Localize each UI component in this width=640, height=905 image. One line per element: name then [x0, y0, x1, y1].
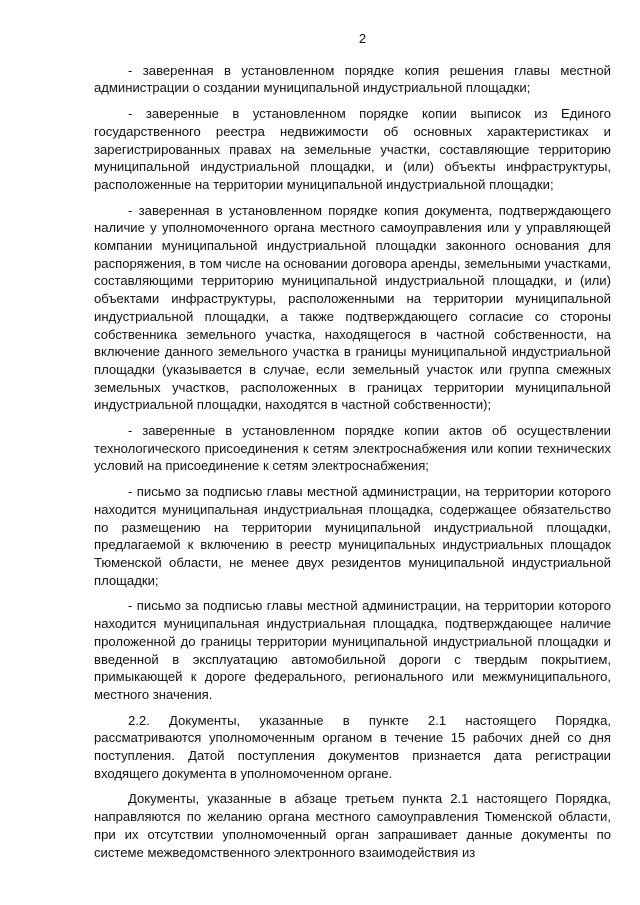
paragraph-documents-submission: Документы, указанные в абзаце третьем пункта 2.1 настоящего Порядка, направляются по желанию органа местного самоуправления Тюменской области, при их отсутствии уполномоченный орган запрашивает данные документы по системе межведомственного электронного взаимодействия из [94, 791, 611, 860]
page-number: 2 [358, 31, 367, 46]
paragraph-road-confirmation-letter: - письмо за подписью главы местной администрации, на территории которого находится муниципальная индустриальная площадка, подтверждающее наличие проложенной до границы территории муниципальной индустриальной площадки и введенной в эксплуатацию автомобильной дороги с твердым покрытием, примыкающей к дороге федерального, регионального или межмуниципального, местного значения. [94, 598, 611, 702]
paragraph-registry-extracts: - заверенные в установленном порядке копии выписок из Единого государственного реестра недвижимости об основных характеристиках и зарегистрированных правах на земельные участки, составляющие территорию муниципальной индустриальной площадки, и (или) объекты инфраструктуры, расположенные на территории муниципальной индустриальной площадки; [94, 106, 611, 192]
paragraph-grid-connection-acts: - заверенные в установленном порядке копии актов об осуществлении технологического присоединения к сетям электроснабжения или копии технических условий на присоединение к сетям электроснабжения; [94, 423, 611, 474]
paragraph-section-2-2: 2.2. Документы, указанные в пункте 2.1 настоящего Порядка, рассматриваются уполномоченным органом в течение 15 рабочих дней со дня поступления. Датой поступления документов признается дата регистрации входящего документа в уполномоченном органе. [94, 712, 611, 781]
paragraph-legal-basis-document: - заверенная в установленном порядке копия документа, подтверждающего наличие у уполномоченного органа местного самоуправления или у управляющей компании муниципальной индустриальной площадки законного основания для распоряжения, в том числе на основании договора аренды, земельными участками, составляющими территорию муниципальной индустриальной площадки, и (или) объектами инфраструктуры, расположенными на территории муниципальной индустриальной площадки, а также подтверждающего согласие со стороны собственника земельного участка, находящегося в частной собственности, на включение данного земельного участка в границы муниципальной индустриальной площадки (указывается в случае, если земельный участок или группа смежных земельных участков, расположенных в границах территории муниципальной индустриальной площадки, находятся в частной собственности); [94, 202, 611, 413]
paragraph-residents-obligation-letter: - письмо за подписью главы местной администрации, на территории которого находится муниципальная индустриальная площадка, содержащее обязательство по размещению на территории муниципальной индустриальной площадки, предлагаемой к включению в реестр муниципальных индустриальных площадок Тюменской области, не менее двух резидентов муниципальной индустриальной площадки; [94, 484, 611, 588]
paragraph-decision-copy: - заверенная в установленном порядке копия решения главы местной администрации о создании муниципальной индустриальной площадки; [94, 62, 611, 96]
